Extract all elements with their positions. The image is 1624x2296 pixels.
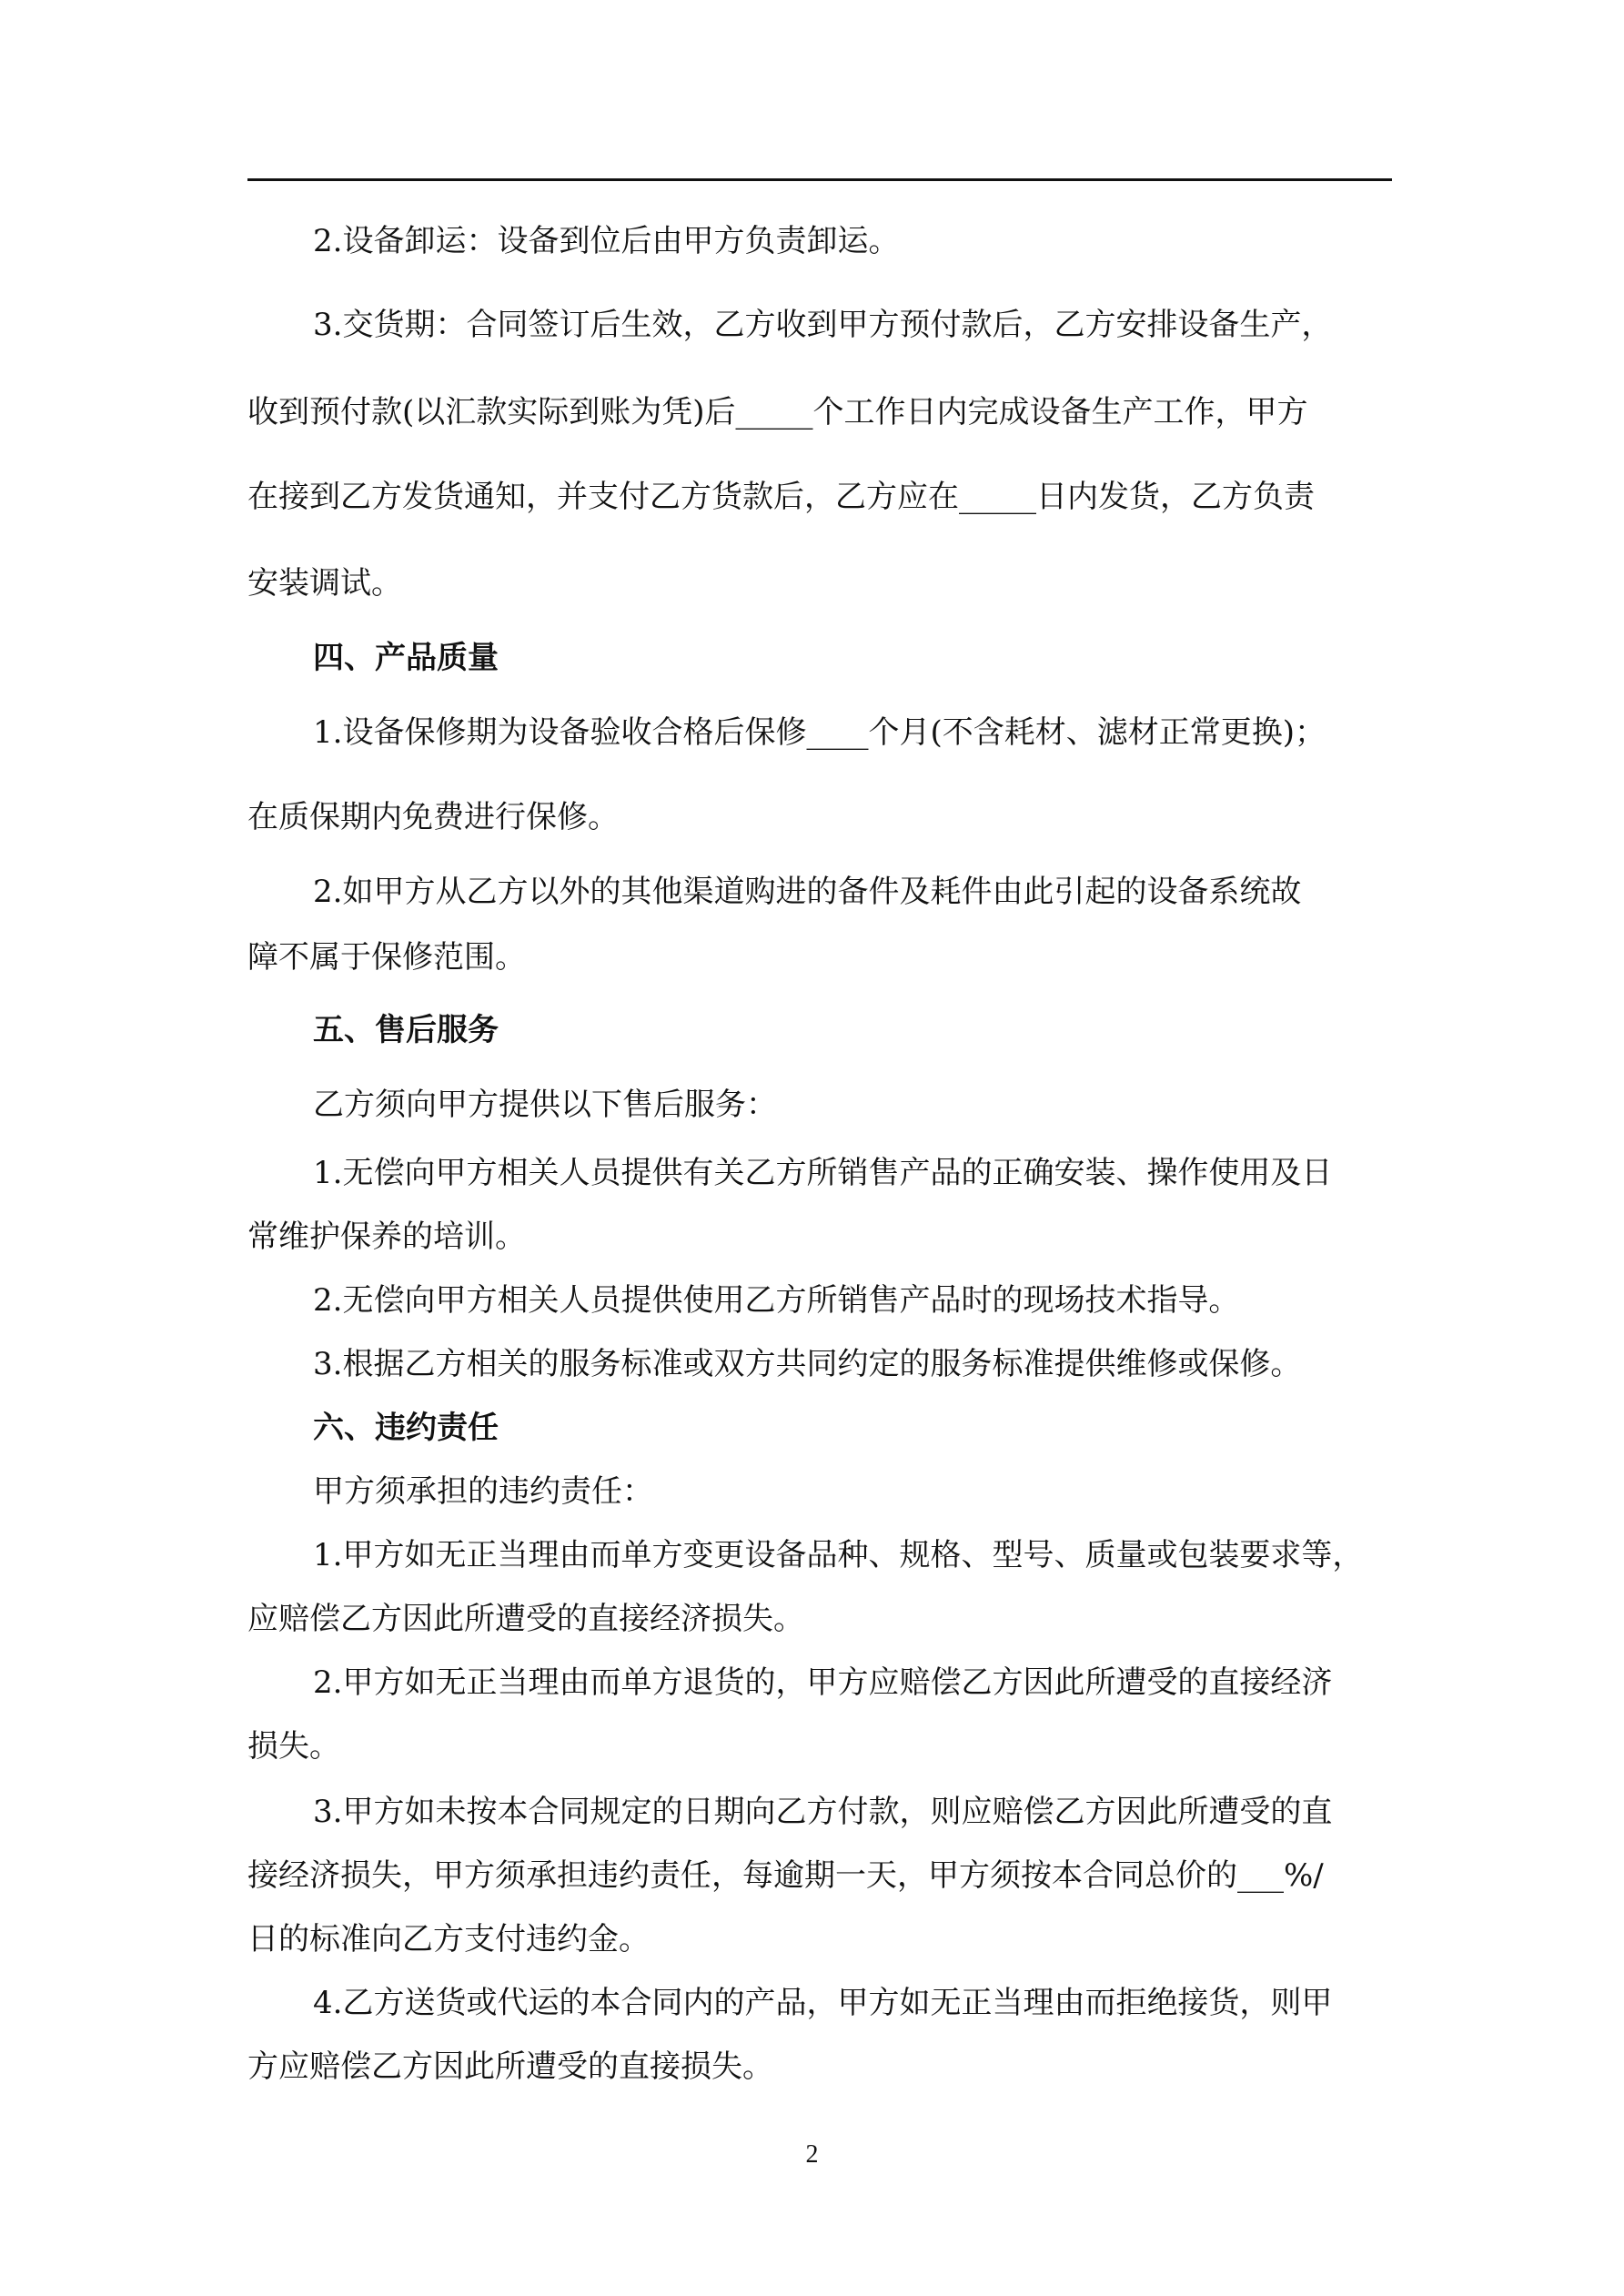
text-line: 安装调试。 (247, 565, 402, 602)
text-line: 损失。 (247, 1728, 340, 1765)
section-heading: 四、产品质量 (313, 640, 499, 676)
text-line: 乙方须向甲方提供以下售后服务： (313, 1087, 777, 1123)
header-rule (247, 178, 1392, 181)
text-line: 2.甲方如无正当理由而单方退货的，甲方应赔偿乙方因此所遭受的直接经济 (313, 1664, 1333, 1701)
text-line: 日的标准向乙方支付违约金。 (247, 1921, 650, 1957)
text-line: 4.乙方送货或代运的本合同内的产品，甲方如无正当理由而拒绝接货，则甲 (313, 1985, 1333, 2021)
text-line: 1.无偿向甲方相关人员提供有关乙方所销售产品的正确安装、操作使用及日 (313, 1155, 1333, 1191)
text-line: 方应赔偿乙方因此所遭受的直接损失。 (247, 2048, 773, 2085)
section-heading: 六、违约责任 (313, 1410, 499, 1446)
text-line: 障不属于保修范围。 (247, 939, 526, 976)
text-line: 收到预付款(以汇款实际到账为凭)后_____个工作日内完成设备生产工作，甲方 (247, 394, 1308, 430)
text-line: 在质保期内免费进行保修。 (247, 799, 619, 835)
page-number: 2 (805, 2140, 819, 2169)
text-line: 甲方须承担的违约责任： (313, 1473, 653, 1510)
text-line: 3.甲方如未按本合同规定的日期向乙方付款，则应赔偿乙方因此所遭受的直 (313, 1794, 1333, 1830)
text-line: 3.根据乙方相关的服务标准或双方共同约定的服务标准提供维修或保修。 (313, 1346, 1302, 1382)
text-line: 应赔偿乙方因此所遭受的直接经济损失。 (247, 1601, 804, 1637)
text-line: 接经济损失，甲方须承担违约责任，每逾期一天，甲方须按本合同总价的___%/ (247, 1857, 1324, 1894)
text-line: 2.设备卸运：设备到位后由甲方负责卸运。 (313, 223, 900, 259)
text-line: 2.无偿向甲方相关人员提供使用乙方所销售产品时的现场技术指导。 (313, 1282, 1240, 1319)
text-line: 常维护保养的培训。 (247, 1219, 526, 1255)
section-heading: 五、售后服务 (313, 1012, 499, 1048)
text-line: 3.交货期：合同签订后生效，乙方收到甲方预付款后，乙方安排设备生产， (313, 307, 1333, 343)
text-line: 2.如甲方从乙方以外的其他渠道购进的备件及耗件由此引起的设备系统故 (313, 874, 1302, 910)
text-line: 1.甲方如无正当理由而单方变更设备品种、规格、型号、质量或包装要求等， (313, 1537, 1364, 1573)
text-line: 1.设备保修期为设备验收合格后保修____个月(不含耗材、滤材正常更换)； (313, 714, 1326, 751)
text-line: 在接到乙方发货通知，并支付乙方货款后，乙方应在_____日内发货，乙方负责 (247, 479, 1315, 515)
